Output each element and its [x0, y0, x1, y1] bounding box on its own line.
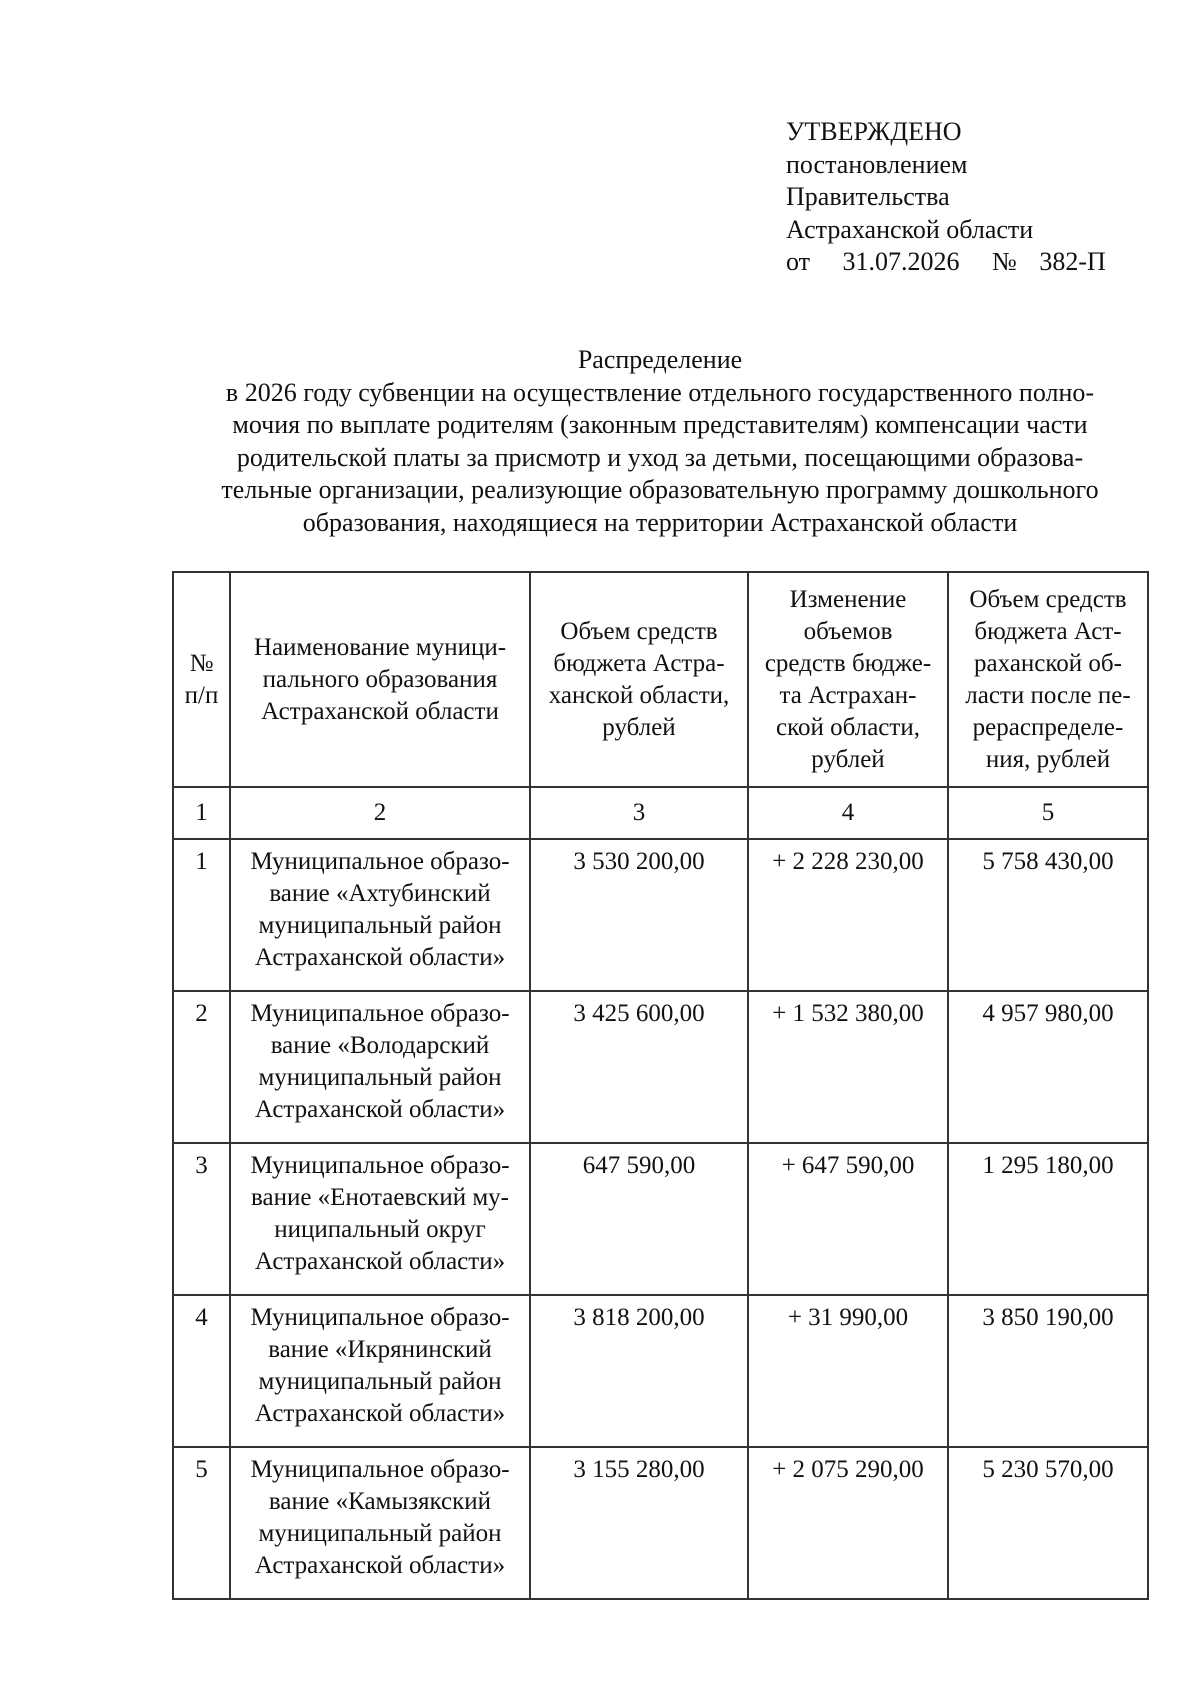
header-text: рераспределе-	[972, 713, 1124, 741]
change-value: + 2 075 290,00	[748, 1447, 948, 1599]
budget-value: 3 425 600,00	[530, 991, 748, 1143]
table-row	[173, 1295, 1148, 1447]
row-number: 1	[173, 839, 230, 991]
table-row	[173, 839, 1148, 991]
table-header-row	[173, 572, 1148, 787]
name-line: Астраханской области»	[254, 944, 506, 971]
column-number: 2	[230, 787, 530, 839]
approval-date-number	[786, 246, 1106, 279]
change-value: + 647 590,00	[748, 1143, 948, 1295]
name-line: Астраханской области»	[254, 1400, 506, 1427]
name-line: Муниципальное образо-	[250, 1152, 510, 1179]
after-value: 3 850 190,00	[948, 1295, 1148, 1447]
header-cell-budget	[530, 572, 748, 787]
name-line: Муниципальное образо-	[250, 1304, 510, 1331]
change-value: + 1 532 380,00	[748, 991, 948, 1143]
name-line: вание «Камызякский	[268, 1488, 492, 1515]
approval-number: 382-П	[1039, 247, 1106, 276]
title-line: в 2026 году субвенции на осуществление отдельного государственного полно-	[225, 377, 1095, 407]
title-line: образования, находящиеся на территории Астраханской области	[302, 507, 1018, 537]
header-text: №	[189, 649, 214, 677]
header-text: Объем средств	[560, 617, 718, 645]
header-text: ласти после пе-	[965, 681, 1131, 709]
header-text: Изменение	[789, 585, 907, 613]
budget-value: 3 818 200,00	[530, 1295, 748, 1447]
name-line: Муниципальное образо-	[250, 848, 510, 875]
table-row	[173, 1143, 1148, 1295]
approval-heading: УТВЕРЖДЕНО	[786, 117, 962, 146]
name-line: Астраханской области»	[254, 1248, 506, 1275]
approval-line: Правительства	[786, 182, 950, 211]
header-cell-name	[230, 572, 530, 787]
municipality-name	[230, 991, 530, 1143]
table-row	[173, 1447, 1148, 1599]
title-line: родительской платы за присмотр и уход за детьми, посещающими образова-	[236, 442, 1084, 472]
municipality-name	[230, 1447, 530, 1599]
header-cell-number	[173, 572, 230, 787]
header-text: средств бюдже-	[764, 649, 932, 677]
row-number: 3	[173, 1143, 230, 1295]
header-text: рублей	[602, 713, 676, 741]
document-title	[170, 344, 1150, 539]
from-label: от	[786, 247, 811, 276]
name-line: вание «Ахтубинский	[269, 880, 491, 907]
after-value: 5 758 430,00	[948, 839, 1148, 991]
name-line: ниципальный округ	[274, 1216, 486, 1243]
approval-line: постановлением	[786, 149, 968, 179]
name-line: вание «Володарский	[270, 1032, 490, 1059]
name-line: муниципальный район	[258, 1368, 502, 1395]
distribution-table	[172, 571, 1149, 1600]
column-number: 1	[173, 787, 230, 839]
header-cell-after	[948, 572, 1148, 787]
municipality-name	[230, 1143, 530, 1295]
name-line: Астраханской области»	[254, 1096, 506, 1123]
title-line: Распределение	[577, 345, 743, 374]
header-text: пального образования	[262, 665, 498, 693]
number-label: №	[992, 247, 1017, 276]
budget-value: 647 590,00	[530, 1143, 748, 1295]
change-value: + 31 990,00	[748, 1295, 948, 1447]
header-text: та Астрахан-	[779, 681, 917, 709]
change-value: + 2 228 230,00	[748, 839, 948, 991]
after-value: 5 230 570,00	[948, 1447, 1148, 1599]
name-line: муниципальный район	[258, 1064, 502, 1091]
name-line: вание «Енотаевский му-	[251, 1184, 509, 1211]
column-number: 3	[530, 787, 748, 839]
name-line: Муниципальное образо-	[250, 1456, 510, 1483]
name-line: Муниципальное образо-	[250, 1000, 510, 1027]
header-text: ханской области,	[548, 681, 730, 709]
header-text: ской области,	[776, 713, 920, 741]
municipality-name	[230, 1295, 530, 1447]
title-line: мочия по выплате родителям (законным представителям) компенсации части	[232, 410, 1088, 439]
header-text: объемов	[803, 617, 893, 645]
name-line: муниципальный район	[258, 1520, 502, 1547]
row-number: 2	[173, 991, 230, 1143]
title-line: тельные организации, реализующие образовательную программу дошкольного	[221, 475, 1099, 504]
header-text: Астраханской области	[261, 697, 499, 725]
header-text: бюджета Астра-	[553, 649, 725, 677]
column-number: 5	[948, 787, 1148, 839]
row-number: 5	[173, 1447, 230, 1599]
header-text: Объем средств	[969, 585, 1127, 613]
approval-date: 31.07.2026	[842, 247, 960, 276]
header-text: Наименование муници-	[253, 633, 507, 661]
after-value: 1 295 180,00	[948, 1143, 1148, 1295]
after-value: 4 957 980,00	[948, 991, 1148, 1143]
column-number: 4	[748, 787, 948, 839]
name-line: Астраханской области»	[254, 1552, 506, 1579]
header-text: п/п	[184, 681, 219, 709]
header-text: ния, рублей	[985, 745, 1111, 773]
name-line: вание «Икрянинский	[268, 1336, 492, 1363]
row-number: 4	[173, 1295, 230, 1447]
municipality-name	[230, 839, 530, 991]
header-text: рублей	[811, 745, 885, 773]
header-cell-change	[748, 572, 948, 787]
budget-value: 3 530 200,00	[530, 839, 748, 991]
approval-block	[786, 116, 1106, 279]
budget-value: 3 155 280,00	[530, 1447, 748, 1599]
name-line: муниципальный район	[258, 912, 502, 939]
header-text: раханской об-	[974, 649, 1122, 677]
table-row	[173, 991, 1148, 1143]
header-text: бюджета Аст-	[974, 617, 1122, 645]
approval-line: Астраханской области	[786, 214, 1034, 244]
column-number-row	[173, 787, 1148, 839]
